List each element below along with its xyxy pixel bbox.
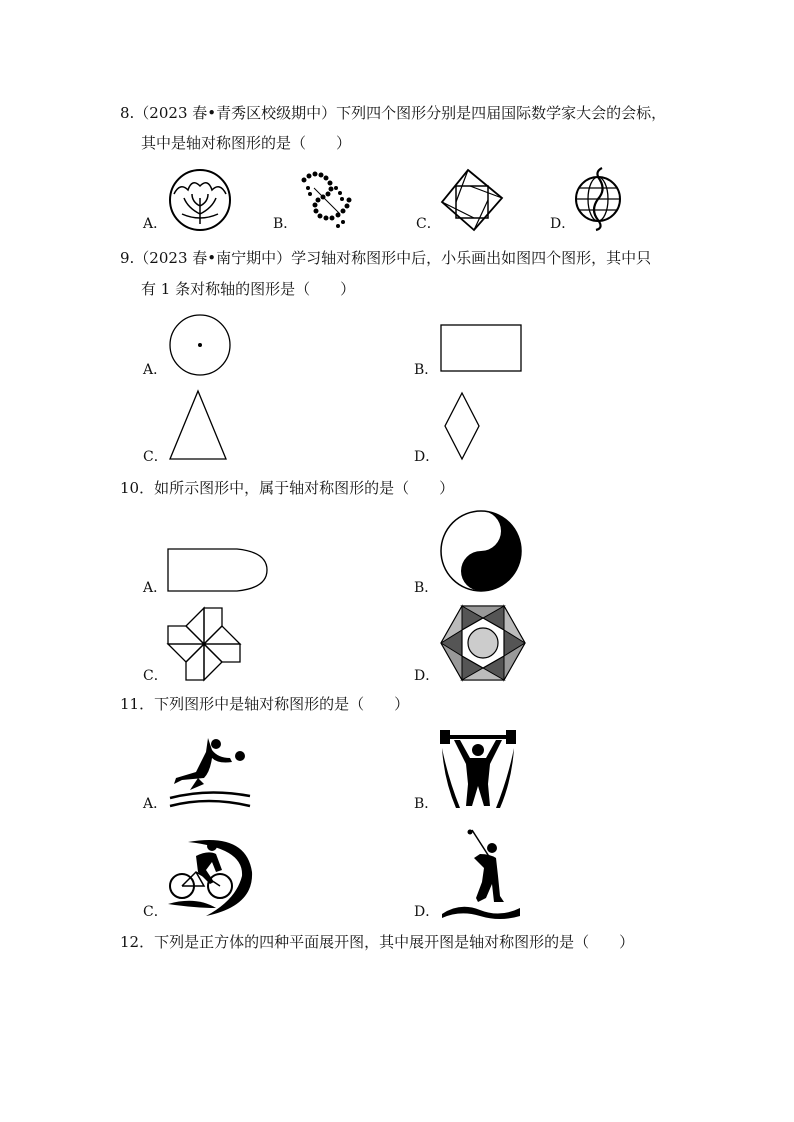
q9-option-d-label: D． [414,449,440,465]
q8-option-c-label: C． [416,216,441,232]
q9-option-c-label: C． [143,449,168,465]
nested-squares-emblem-icon [440,168,504,232]
q10-option-c-label: C． [143,668,168,684]
bullet-shape-icon [167,548,269,592]
q10-line1: 10．如所示图形中，属于轴对称图形的是（ ） [120,479,455,497]
q10-option-a-label: A． [143,580,168,596]
volleyball-player-icon [168,732,252,812]
q11-line1: 11．下列图形中是轴对称图形的是（ ） [120,695,410,713]
q9-option-a-label: A． [143,362,168,378]
q8-line2: 其中是轴对称图形的是（ ） [141,134,352,152]
hexagon-pattern-icon [440,604,526,682]
pinwheel-icon [168,608,240,680]
golfer-icon [440,828,522,920]
q9-option-b-label: B． [414,362,439,378]
q8-option-b-label: B． [273,216,298,232]
rectangle-icon [440,324,522,372]
weightlifter-icon [438,728,518,810]
circle-with-center-icon [168,313,232,377]
q8-line1: 8.（2023 春•青秀区校级期中）下列四个图形分别是四届国际数学家大会的会标， [120,104,667,122]
q10-option-b-label: B． [414,580,439,596]
q11-option-c-label: C． [143,904,168,920]
rhombus-icon [444,392,480,460]
q11-option-d-label: D． [414,904,440,920]
q12-line1: 12．下列是正方体的四种平面展开图，其中展开图是轴对称图形的是（ ） [120,933,635,951]
q9-line1: 9.（2023 春•南宁期中）学习轴对称图形中后，小乐画出如图四个图形，其中只 [120,249,652,267]
globe-emblem-icon [572,166,624,232]
circle-leaf-emblem-icon [168,168,232,232]
spiral-dots-emblem-icon [298,168,354,232]
q11-option-b-label: B． [414,796,439,812]
q9-line2: 有 1 条对称轴的图形是（ ） [141,280,356,298]
q11-option-a-label: A． [143,796,168,812]
q8-option-a-label: A． [143,216,168,232]
cyclist-icon [166,836,256,918]
yin-yang-icon [440,510,522,592]
q8-option-d-label: D． [550,216,576,232]
isosceles-triangle-icon [168,390,228,460]
q10-option-d-label: D． [414,668,440,684]
